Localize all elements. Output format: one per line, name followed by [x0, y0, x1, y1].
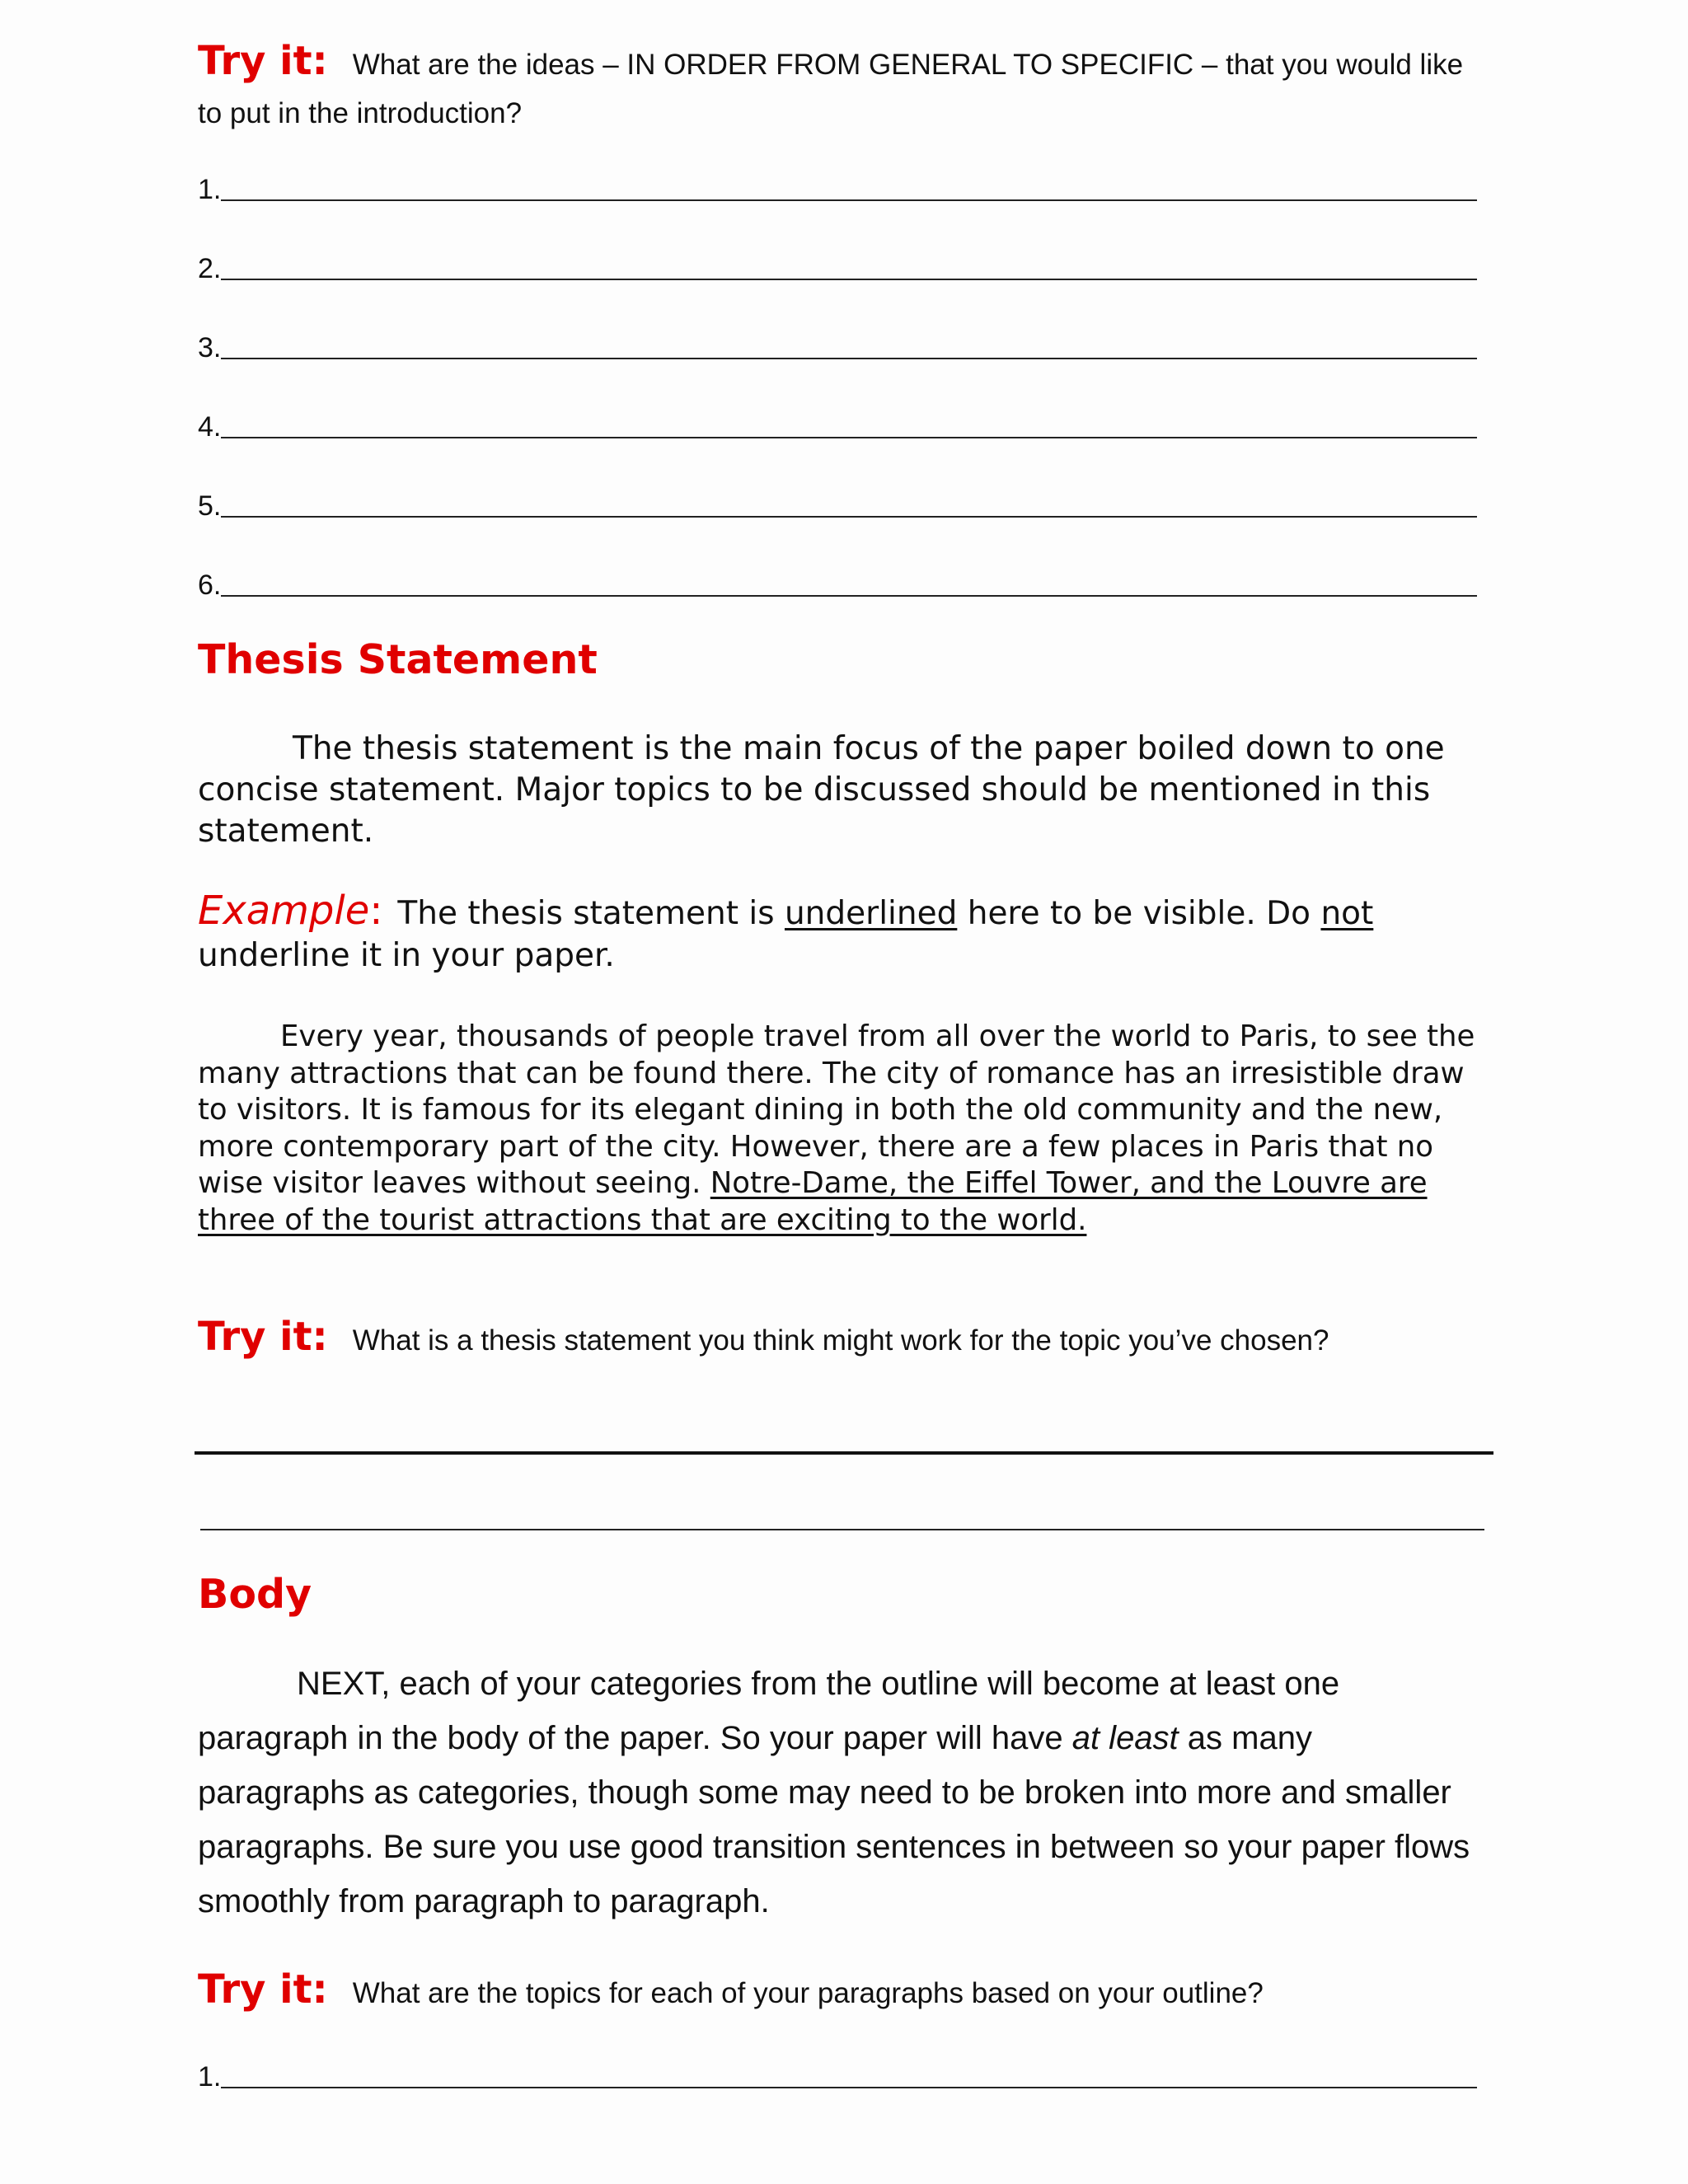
intro-blank-1[interactable] [198, 157, 1477, 206]
thesis-answer-line-1[interactable] [195, 1451, 1493, 1455]
answer-line[interactable] [221, 358, 1477, 359]
try-it-label: Try it: [198, 1966, 328, 2013]
intro-blank-5[interactable] [198, 473, 1477, 523]
sample-thesis-statement: Notre-Dame, the Eiffel Tower, and the Louvre are three of the tourist attractions that are exciting to the world. [198, 1166, 1428, 1237]
answer-line[interactable] [221, 2087, 1477, 2088]
body-try-it [198, 1966, 1517, 2013]
body-blank-1[interactable] [198, 2044, 1477, 2093]
blank-number: 4. [198, 411, 222, 443]
thesis-example: Example: The thesis statement is underlined here to be visible. Do not underline it in your paper. [198, 888, 1374, 974]
try-it-label: Try it: [198, 1314, 328, 1360]
blank-number: 1. [198, 174, 222, 205]
blank-number: 6. [198, 569, 222, 601]
thesis-try-it [198, 1314, 1517, 1360]
intro-blank-2[interactable] [198, 236, 1477, 285]
answer-line[interactable] [221, 516, 1477, 518]
blank-number: 5. [198, 490, 222, 522]
example-label: Example: [198, 888, 383, 934]
answer-line[interactable] [221, 437, 1477, 438]
body-heading: Body [198, 1571, 312, 1618]
blank-number: 3. [198, 332, 222, 363]
thesis-paragraph: The thesis statement is the main focus of the paper boiled down to one concise statement. Major topics to be discussed should be mentioned in this statement. [198, 730, 1445, 850]
try-it-label: Try it: [198, 38, 328, 84]
intro-prompt: What are the ideas – IN ORDER FROM GENERAL TO SPECIFIC – that you would like to put in the introduction? [198, 49, 1464, 129]
thesis-heading: Thesis Statement [198, 636, 598, 683]
blank-number: 1. [198, 2061, 222, 2093]
answer-line[interactable] [221, 199, 1477, 201]
body-paragraph: NEXT, each of your categories from the outline will become at least one paragraph in the body of the paper. So your paper will have at least as many paragraphs as categories, though some may need to be broken into more and smaller paragraphs. Be sure you use good transition sentences in between so your paper flows smoothly from paragraph to paragraph. [198, 1666, 1470, 1919]
intro-blank-3[interactable] [198, 315, 1477, 364]
body-prompt: What are the topics for each of your paragraphs based on your outline? [352, 1977, 1264, 2009]
intro-try-it [198, 40, 1484, 141]
thesis-prompt: What is a thesis statement you think might work for the topic you’ve chosen? [352, 1324, 1329, 1357]
thesis-answer-line-2[interactable] [200, 1529, 1484, 1530]
sample-introduction: Every year, thousands of people travel from all over the world to Paris, to see the many attractions that can be found there. The city of romance has an irresistible draw to visitors. It is famous for its elegant dining in both the old community and the new, more contemporary part of the city. However, there are a few places in Paris that no wise visitor leaves without seeing. Notre-Dame, the Eiffel Tower, and the Louvre are three of the tourist attractions that are exciting to the world. [198, 1019, 1475, 1237]
blank-number: 2. [198, 253, 222, 284]
intro-blank-6[interactable] [198, 552, 1477, 602]
answer-line[interactable] [221, 279, 1477, 280]
answer-line[interactable] [221, 595, 1477, 597]
intro-blank-4[interactable] [198, 394, 1477, 443]
